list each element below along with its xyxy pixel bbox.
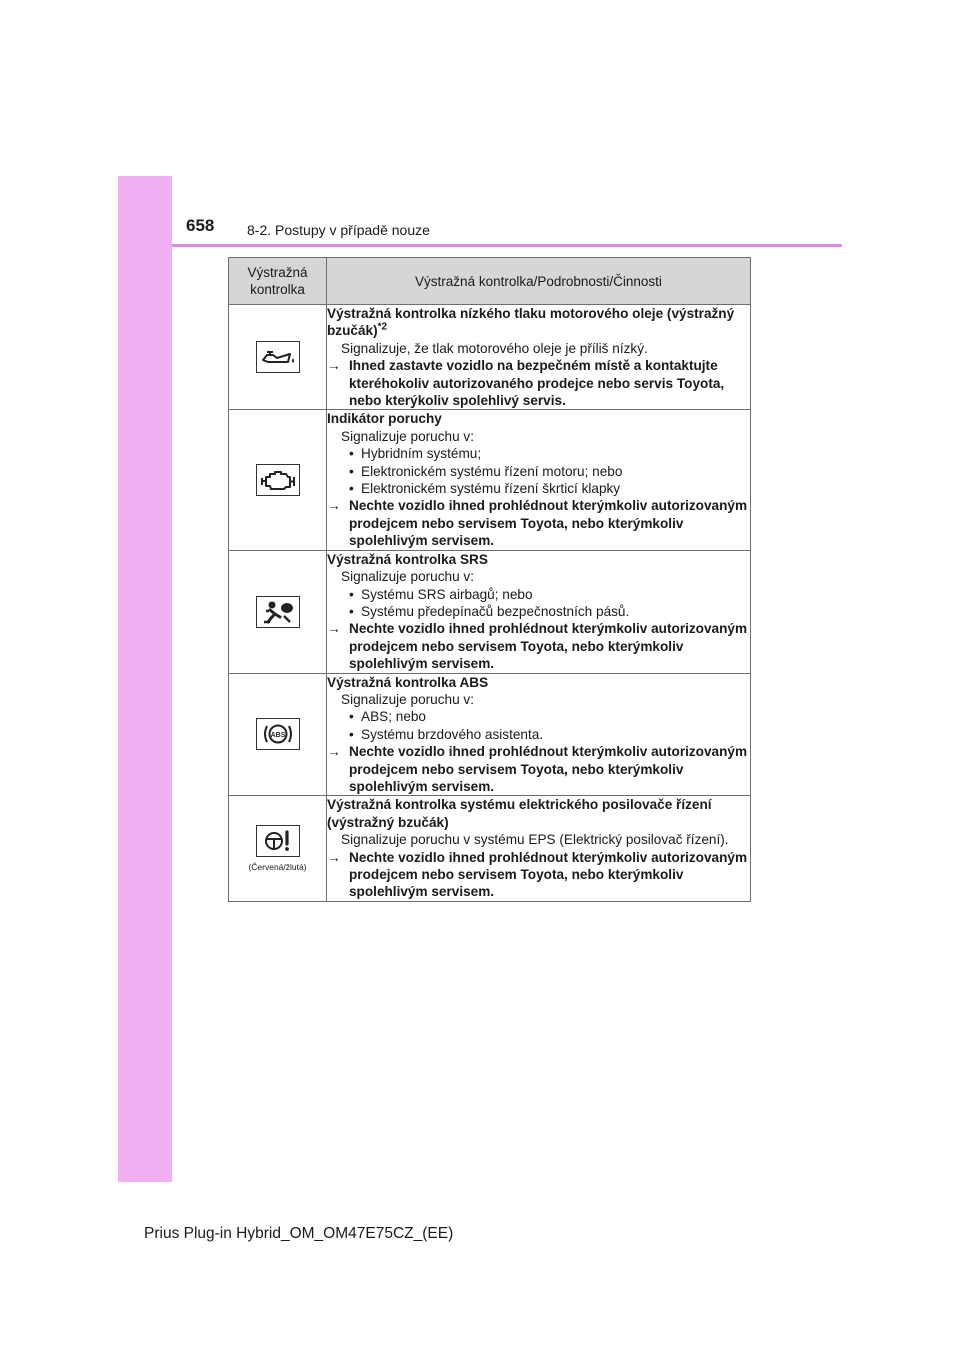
action-text: Nechte vozidlo ihned prohlédnout kterýmkoliv autorizovaným prodejcem nebo servisem Toyota, nebo kterýmkoliv spolehlivým servisem. xyxy=(349,498,748,549)
bullet-glyph: • xyxy=(349,726,354,742)
arrow-icon: → xyxy=(327,744,341,760)
bullet-glyph: • xyxy=(349,446,354,462)
bullet-text: Systému SRS airbagů; nebo xyxy=(361,586,533,602)
action-text: Nechte vozidlo ihned prohlédnout kterýmkoliv autorizovaným prodejcem nebo servisem Toyota, nebo kterýmkoliv spolehlivým servisem. xyxy=(349,621,748,672)
bullet-glyph: • xyxy=(349,603,354,619)
warning-title xyxy=(327,796,750,831)
bullet-text: Systému předepínačů bezpečnostních pásů. xyxy=(361,603,630,619)
bullet-item xyxy=(341,726,750,743)
warning-title xyxy=(327,410,750,427)
warning-light-cell xyxy=(229,305,327,410)
table-row xyxy=(229,305,751,410)
action-instruction xyxy=(327,357,750,409)
action-text: Ihned zastavte vozidlo na bezpečném místě a kontaktujte kteréhokoliv autorizovaného prodejce nebo servis Toyota, nebo kterýkoliv spolehlivý servis. xyxy=(349,358,725,409)
eps-steering-icon xyxy=(256,825,300,857)
check-engine-icon xyxy=(256,464,300,496)
arrow-icon: → xyxy=(327,621,341,637)
warning-title xyxy=(327,674,750,691)
action-instruction xyxy=(327,620,750,672)
details-cell xyxy=(327,550,751,673)
table-row xyxy=(229,550,751,673)
warning-description: Signalizuje, že tlak motorového oleje je příliš nízký. xyxy=(341,340,648,356)
warning-description: Signalizuje poruchu v: xyxy=(341,691,474,707)
footer-document-id: Prius Plug-in Hybrid_OM_OM47E75CZ_(EE) xyxy=(144,1225,454,1242)
table-row xyxy=(229,673,751,796)
action-instruction xyxy=(327,849,750,901)
footnote-marker: *2 xyxy=(377,321,388,333)
arrow-icon: → xyxy=(327,498,341,514)
table-row xyxy=(229,796,751,901)
col-header-details: Výstražná kontrolka/Podrobnosti/Činnosti xyxy=(327,258,751,305)
abs-icon xyxy=(256,718,300,750)
chapter-side-band xyxy=(118,176,172,1182)
action-instruction xyxy=(327,743,750,795)
warning-title-text: Výstražná kontrolka SRS xyxy=(327,551,488,567)
bullet-text: Systému brzdového asistenta. xyxy=(361,726,544,742)
details-cell xyxy=(327,796,751,901)
details-cell xyxy=(327,410,751,550)
warning-light-cell xyxy=(229,673,327,796)
section-title: 8-2. Postupy v případě nouze xyxy=(247,222,430,238)
bullet-item xyxy=(341,480,750,497)
page-number: 658 xyxy=(186,216,215,235)
warning-title xyxy=(327,551,750,568)
table-header-row xyxy=(229,258,751,305)
bullet-item xyxy=(341,445,750,462)
warning-title-text: Výstražná kontrolka systému elektrického posilovače řízení (výstražný bzučák) xyxy=(327,797,712,830)
warning-description: Signalizuje poruchu v: xyxy=(341,428,474,444)
warning-description: Signalizuje poruchu v: xyxy=(341,569,474,585)
warning-light-cell xyxy=(229,550,327,673)
bullet-text: Hybridním systému; xyxy=(361,446,482,462)
details-cell xyxy=(327,673,751,796)
bullet-text: Elektronickém systému řízení motoru; nebo xyxy=(361,463,623,479)
action-text: Nechte vozidlo ihned prohlédnout kterýmkoliv autorizovaným prodejcem nebo servisem Toyota, nebo kterýmkoliv spolehlivým servisem. xyxy=(349,744,748,794)
warning-title xyxy=(327,305,750,340)
action-instruction xyxy=(327,497,750,549)
bullet-item xyxy=(341,586,750,603)
header-rule xyxy=(172,244,842,247)
abs-label: ABS xyxy=(270,732,285,740)
warning-title-text: Indikátor poruchy xyxy=(327,411,442,427)
warning-light-cell xyxy=(229,796,327,901)
bullet-item xyxy=(341,708,750,725)
warning-light-cell xyxy=(229,410,327,550)
bullet-item xyxy=(341,603,750,620)
oil-pressure-icon xyxy=(256,341,300,373)
arrow-icon: → xyxy=(327,849,341,865)
icon-color-caption: (Červená/žlutá) xyxy=(248,862,307,873)
warning-title-text: Výstražná kontrolka ABS xyxy=(327,674,489,690)
warning-lights-table xyxy=(228,257,751,902)
action-text: Nechte vozidlo ihned prohlédnout kterýmkoliv autorizovaným prodejcem nebo servisem Toyota, nebo kterýmkoliv spolehlivým servisem. xyxy=(349,849,748,900)
srs-airbag-icon xyxy=(256,596,300,628)
bullet-text: ABS; nebo xyxy=(361,709,426,725)
col-header-warning-light: Výstražná kontrolka xyxy=(229,258,327,305)
bullet-text: Elektronickém systému řízení škrticí klapky xyxy=(361,481,621,497)
warning-title-text: Výstražná kontrolka nízkého tlaku motorového oleje (výstražný bzučák) xyxy=(327,306,735,339)
bullet-glyph: • xyxy=(349,481,354,497)
bullet-glyph: • xyxy=(349,586,354,602)
bullet-item xyxy=(341,463,750,480)
bullet-glyph: • xyxy=(349,463,354,479)
table-row xyxy=(229,410,751,550)
warning-description: Signalizuje poruchu v systému EPS (Elektrický posilovač řízení). xyxy=(341,832,729,848)
bullet-glyph: • xyxy=(349,709,354,725)
details-cell xyxy=(327,305,751,410)
arrow-icon: → xyxy=(327,358,341,374)
